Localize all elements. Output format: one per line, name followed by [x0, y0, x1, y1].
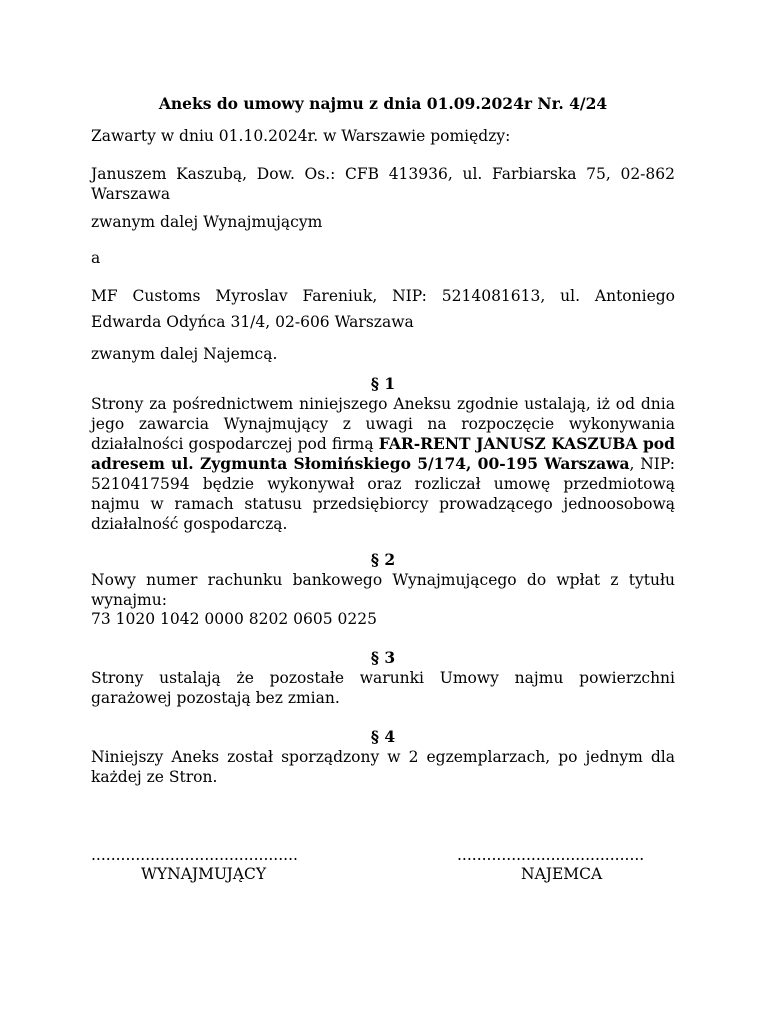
party2-role: zwanym dalej Najemcą.: [91, 345, 278, 363]
document-title: Aneks do umowy najmu z dnia 01.09.2024r Nr. 4/24: [158, 94, 608, 113]
signature-line-lessor: ..........................................: [91, 846, 298, 864]
party1-role: zwanym dalej Wynajmującym: [91, 213, 323, 231]
party2-line2: Edwarda Odyńca 31/4, 02-606 Warszawa: [91, 313, 414, 331]
bank-account-number: 73 1020 1042 0000 8202 0605 0225: [91, 610, 377, 628]
section-3-text: Strony ustalają że pozostałe warunki Umowy najmu powierzchni garażowej pozostają bez zmian.: [91, 669, 675, 707]
section-2-heading: § 2: [370, 550, 396, 569]
signature-label-lessee: NAJEMCA: [521, 865, 603, 883]
section-1-text-after: , NIP: 5210417594 będzie wykonywał oraz rozliczał umowę przedmiotową najmu w ramach statusu przedsiębiorcy prowadzącego jednoosobową działalność gospodarczą.: [91, 455, 676, 533]
section-1-text-before: Strony za pośrednictwem niniejszego Aneksu zgodnie ustalają, iż od dnia jego zawarcia Wynajmujący z uwagi na rozpoczęcie wykonywania działalności gospodarczej pod firmą: [91, 395, 675, 453]
section-1-company: FAR-RENT JANUSZ KASZUBA pod adresem ul. Zygmunta Słomińskiego 5/174, 00-195 Warszawa: [91, 434, 675, 473]
party1-details: [91, 164, 675, 204]
signature-label-lessor: WYNAJMUJĄCY: [141, 865, 267, 883]
party2-line1: MF Customs Myroslav Fareniuk, NIP: 5214081613, ul. Antoniego: [91, 287, 675, 305]
party2-details: [91, 283, 675, 335]
section-1-text: [91, 394, 675, 534]
signature-line-lessee: ......................................: [457, 846, 645, 864]
intro-line: Zawarty w dniu 01.10.2024r. w Warszawie pomiędzy:: [91, 127, 511, 145]
section-4-heading: § 4: [370, 727, 396, 746]
conjunction: a: [91, 249, 101, 267]
section-1-heading: § 1: [370, 374, 396, 393]
document-page: [91, 0, 675, 1024]
section-3-heading: § 3: [370, 648, 396, 667]
party1-line2: Warszawa: [91, 185, 171, 203]
section-4-text: Niniejszy Aneks został sporządzony w 2 egzemplarzach, po jednym dla każdej ze Stron.: [91, 748, 675, 786]
section-2-text: Nowy numer rachunku bankowego Wynajmującego do wpłat z tytułu wynajmu:: [91, 571, 675, 609]
party1-line1: Januszem Kaszubą, Dow. Os.: CFB 413936, ul. Farbiarska 75, 02-862: [91, 165, 675, 183]
